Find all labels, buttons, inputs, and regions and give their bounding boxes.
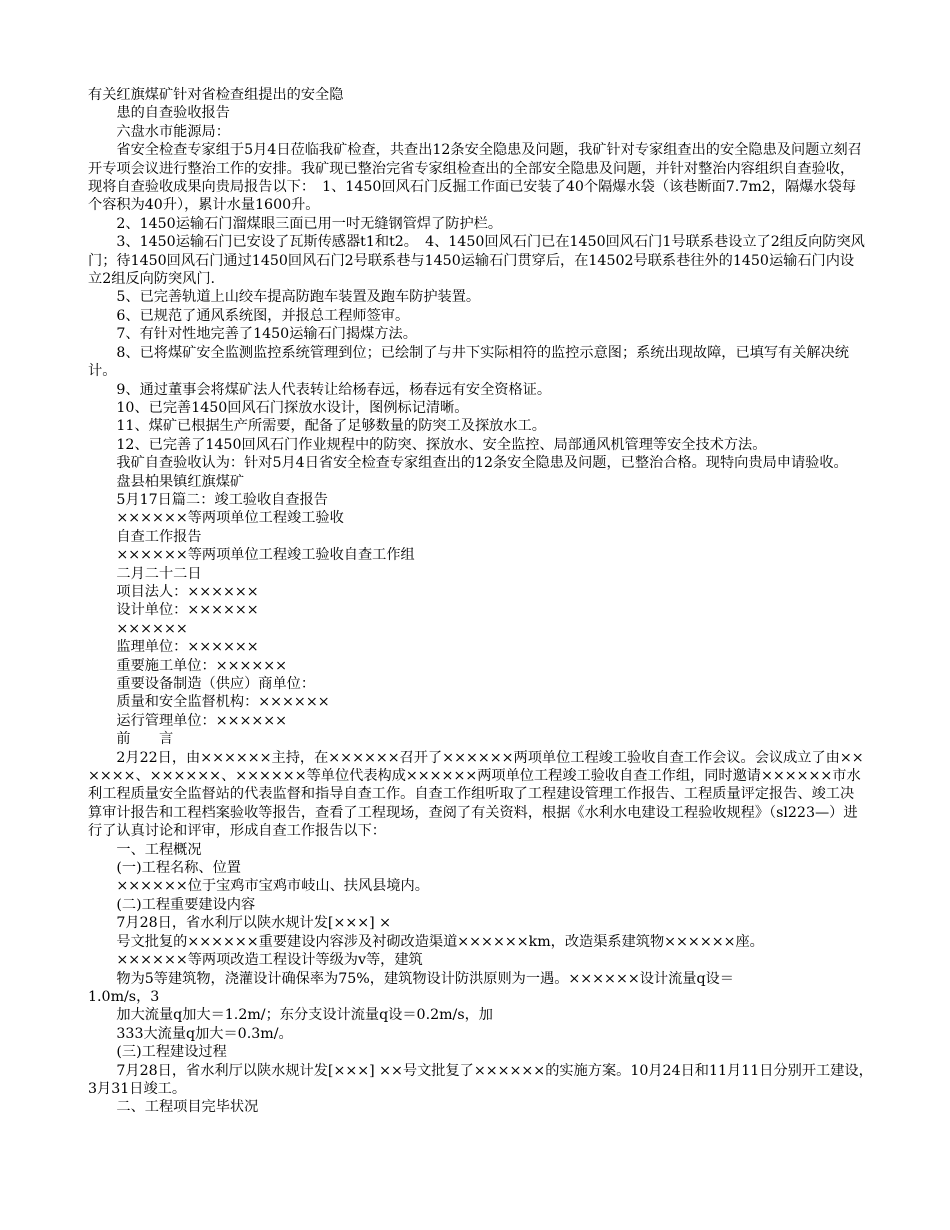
paragraph: 运行管理单位：××××××	[116, 712, 288, 729]
paragraph: (一)工程名称、位置	[116, 860, 241, 877]
paragraph: ××××××等两项改造工程设计等级为ⅴ等，建筑	[116, 952, 423, 969]
paragraph: 盘县柏果镇红旗煤矿	[116, 473, 245, 490]
paragraph: 加大流量q加大＝1.2m/；东分支设计流量q设＝0.2m/s，加	[116, 1007, 493, 1024]
paragraph-list	[88, 104, 868, 988]
paragraph: 7、有针对性地完善了1450运输石门揭煤方法。	[116, 326, 417, 343]
paragraph: 重要施工单位：××××××	[116, 657, 288, 674]
paragraph: 前 言	[116, 731, 174, 748]
paragraph: ××××××等两项单位工程竣工验收自查工作组	[116, 547, 415, 564]
paragraph: 重要设备制造（供应）商单位：	[116, 676, 316, 692]
paragraph: 9、通过董事会将煤矿法人代表转让给杨春远，杨春远有安全资格证。	[116, 381, 552, 398]
paragraph: 11、煤矿已根据生产所需要，配备了足够数量的防突工及探放水工。	[116, 418, 546, 435]
paragraph: ××××××位于宝鸡市宝鸡市岐山、扶风县境内。	[116, 878, 429, 895]
paragraph: 自查工作报告	[116, 528, 202, 545]
paragraph: 物为5等建筑物，浇灌设计确保率为75%，建筑物设计防洪原则为一遇。××××××设计流量q设＝	[116, 970, 734, 987]
paragraph: 二、工程项目完毕状况	[116, 1099, 259, 1116]
paragraph: 一、工程概况	[116, 841, 202, 858]
paragraph: 患的自查验收报告	[116, 105, 230, 122]
paragraph: ××××××	[116, 620, 188, 637]
paragraph: 二月二十二日	[116, 565, 202, 582]
document-body	[88, 86, 880, 1117]
paragraph: 质量和安全监督机构：××××××	[116, 694, 330, 711]
paragraph: (三)工程建设过程	[116, 1044, 227, 1061]
paragraph: (二)工程重要建设内容	[116, 896, 256, 913]
paragraph: 5月17日篇二：竣工验收自查报告	[116, 491, 328, 508]
paragraph: 10、已完善1450回风石门探放水设计，图例标记清晰。	[116, 399, 469, 416]
paragraph: 2、1450运输石门溜煤眼三面已用一吋无缝钢管焊了防护栏。	[116, 215, 503, 232]
paragraph: 8、已将煤矿安全监测监控系统管理到位；已绘制了与井下实际相符的监控示意图；系统出现故障，已填写有关解决统计。	[88, 344, 849, 380]
paragraph: 7月28日，省水利厅以陕水规计发[×××] ××号文批复了××××××的实施方案。10月24日和11月11日分别开工建设， 3月31日竣工。	[88, 1062, 880, 1097]
paragraph: 333大流量q加大＝0.3m/。	[116, 1025, 293, 1042]
paragraph: 2月22日，由××××××主持，在××××××召开了××××××两项单位工程竣工验收自查工作会议。会议成立了由××××××、××××××、××××××等单位代表构成××××××两项单位工程竣工验收自查工作组，同时邀请××××××市水利工程质量安全监督站的代表监督和指导自查工作。自查工作组听取了工程建设管理工作报告、工程质量评定报告、竣工决算审计报告和工程档案验收等报告，查看了工程现场，查阅了有关资料，根据《水利水电建设工程验收规程》（sl223—）进行了认真讨论和评审，形成自查工作报告以下：	[88, 749, 864, 840]
formula-continuation-line: 1.0m/s，3	[88, 988, 160, 1005]
paragraph: 监理单位：××××××	[116, 639, 259, 656]
paragraph: 7月28日，省水利厅以陕水规计发[×××] ×	[116, 915, 392, 932]
document-title: 有关红旗煤矿针对省检查组提出的安全隐	[88, 87, 344, 103]
paragraph-list-continued	[88, 1006, 880, 1116]
paragraph: 5、已完善轨道上山绞车提高防跑车装置及跑车防护装置。	[116, 289, 481, 306]
paragraph: 12、已完善了1450回风石门作业规程中的防突、探放水、安全监控、局部通风机管理等安全技术方法。	[116, 436, 767, 453]
paragraph: 设计单位：××××××	[116, 602, 259, 619]
paragraph: 我矿自查验收认为：针对5月4日省安全检查专家组查出的12条安全隐患及问题，已整治合格。现特向贵局申请验收。	[116, 455, 848, 472]
paragraph: 六盘水市能源局：	[116, 123, 230, 140]
paragraph: 项目法人：××××××	[116, 583, 259, 600]
paragraph: 省安全检查专家组于5月4日莅临我矿检查，共查出12条安全隐患及问题，我矿针对专家组查出的安全隐患及问题立刻召开专项会议进行整治工作的安排。我矿现已整治完省专家组检查出的全部安全隐患及问题，并针对整治内容组织自查验收，现将自查验收成果向贵局报告以下： 1、1450回风石门反掘工作面已安装了40个隔爆水袋（该巷断面7.7m2，隔爆水袋每个容积为40升），累计水量1600升。	[88, 142, 862, 214]
paragraph: ××××××等两项单位工程竣工验收	[116, 510, 344, 527]
paragraph: 6、已规范了通风系统图，并报总工程师签审。	[116, 307, 410, 324]
paragraph: 3、1450运输石门已安设了瓦斯传感器t1和t2。 4、1450回风石门已在1450回风石门1号联系巷设立了2组反向防突风门；待1450回风石门通过1450回风石门2号联系巷与1450运输石门贯穿后，在14502号联系巷往外的1450运输石门内设立2组反向防突风门.	[88, 234, 865, 288]
paragraph: 号文批复的××××××重要建设内容涉及衬砌改造渠道××××××km，改造渠系建筑物××××××座。	[116, 933, 764, 950]
